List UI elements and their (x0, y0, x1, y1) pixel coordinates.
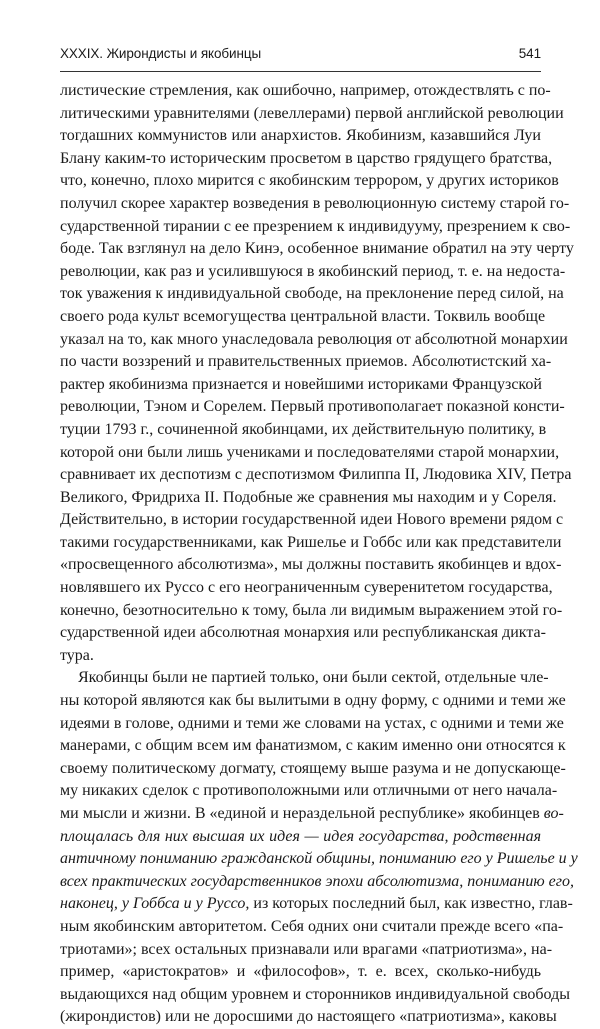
paragraph-1 (60, 80, 574, 667)
text-line: такими государственниками, как Ришелье и Гоббс или как представители (60, 533, 562, 551)
text-line: триотами»; всех остальных признавали или врагами «патриотизма», на- (60, 940, 553, 958)
text-line: сударственной идеи абсолютная монархия или республиканская дикта- (60, 624, 546, 642)
text-line: своему политическому догмату, стоящему выше разума и не допускающе- (60, 759, 566, 777)
italic-text-run: наконец, у Гоббса и у Руссо, (60, 895, 250, 913)
text-line: сударственной тирании с ее презрением к индивидууму, презрением к сво- (60, 217, 571, 235)
italic-text-run: во- (543, 805, 564, 822)
text-line: Великого, Фридриха II. Подобные же сравнения мы находим и у Сореля. (60, 488, 557, 506)
text-line: указал на то, как много унаследовала революция от абсолютной монархии (60, 330, 568, 348)
text-run: ми мысли и жизни. В «единой и нераздельной республике» якобинцев (60, 805, 540, 822)
text-line: выдающихся над общим уровнем и сторонников индивидуальной свободы (60, 985, 570, 1003)
text-line (60, 803, 564, 826)
text-line: Блану каким-то историческим просветом в царство грядущего братства, (60, 149, 553, 167)
text-line: рактер якобинизма признается и новейшими историками Французской (60, 375, 542, 393)
text-line: пример, «аристократов» и «философов», т. е. всех, сколько-нибудь (60, 963, 541, 981)
text-line: сравнивает их деспотизм с деспотизмом Филиппа II, Людовика XIV, Петра (60, 466, 572, 484)
text-run: из которых последний был, как известно, глав- (253, 895, 573, 913)
italic-text-line: античному пониманию гражданской общины, пониманию его у Ришелье и у (60, 850, 578, 868)
text-line: листические стремления, как ошибочно, например, отождествлять с по- (60, 82, 551, 99)
text-line: манерами, с общим всем им фанатизмом, с каким именно они относятся к (60, 737, 566, 755)
text-line: идеями в голове, одними и теми же словами на устах, с одними и теми же (60, 714, 564, 732)
text-line: тура. (60, 646, 94, 664)
page-number: 541 (518, 46, 541, 61)
text-line: своего рода культ всемогущества центральной власти. Токвиль вообще (60, 307, 546, 325)
italic-text-line: площалась для них высшая их идея — идея государства, родственная (60, 827, 541, 845)
text-line: которой они были лишь учениками и последователями старой монархии, (60, 443, 560, 461)
chapter-title: XXXIX. Жирондисты и якобинцы (60, 46, 262, 61)
text-line: революции, Тэном и Сорелем. Первый противополагает показной консти- (60, 398, 565, 416)
text-line: что, конечно, плохо мирится с якобинским террором, у других историков (60, 172, 559, 190)
text-line: тогдашних коммунистов или анархистов. Якобинизм, казавшийся Луи (60, 127, 541, 145)
text-line: (жирондистов) или не доросшими до настоящего «патриотизма», каковы (60, 1008, 557, 1026)
text-line: конечно, безотносительно к тому, была ли видимым выражением этой го- (60, 601, 563, 619)
text-line: му никаких сделок с противоположными или отличными от него начала- (60, 782, 558, 800)
italic-text-line: всех практических государственников эпохи абсолютизма, пониманию его, (60, 872, 574, 890)
text-line: ны которой являются как бы вылитыми в одну форму, с одними и теми же (60, 692, 566, 710)
text-line: Действительно, в истории государственной идеи Нового времени рядом с (60, 511, 564, 529)
text-line: Якобинцы были не партией только, они были сектой, отдельные чле- (78, 669, 549, 687)
text-line: ток уважения к индивидуальной свободе, на преклонение перед силой, на (60, 285, 564, 303)
text-line: боде. Так взглянул на дело Кинэ, особенное внимание обратил на эту черту (60, 240, 574, 258)
text-line: получил скорее характер возведения в революционную систему старой го- (60, 194, 570, 212)
body-text (60, 80, 578, 1029)
text-line: «просвещенного абсолютизма», мы должны поставить якобинцев и вдох- (60, 556, 562, 574)
paragraph-2 (60, 667, 578, 1029)
text-line: революции, как раз и усилившуюся в якобинский период, т. е. на недоста- (60, 262, 566, 280)
text-line: туции 1793 г., сочиненной якобинцами, их действительную политику, в (60, 420, 547, 438)
text-line: по части воззрений и правительственных приемов. Абсолютистский ха- (60, 353, 552, 371)
text-line (60, 893, 573, 916)
text-line: ным якобинским авторитетом. Себя одних они считали прежде всего «па- (60, 917, 564, 935)
header-divider (60, 71, 541, 72)
text-line: литическими уравнителями (левеллерами) первой английской революции (60, 104, 564, 122)
text-line: новлявшего их Руссо с его неограниченным суверенитетом государства, (60, 579, 553, 597)
running-header (60, 46, 541, 66)
